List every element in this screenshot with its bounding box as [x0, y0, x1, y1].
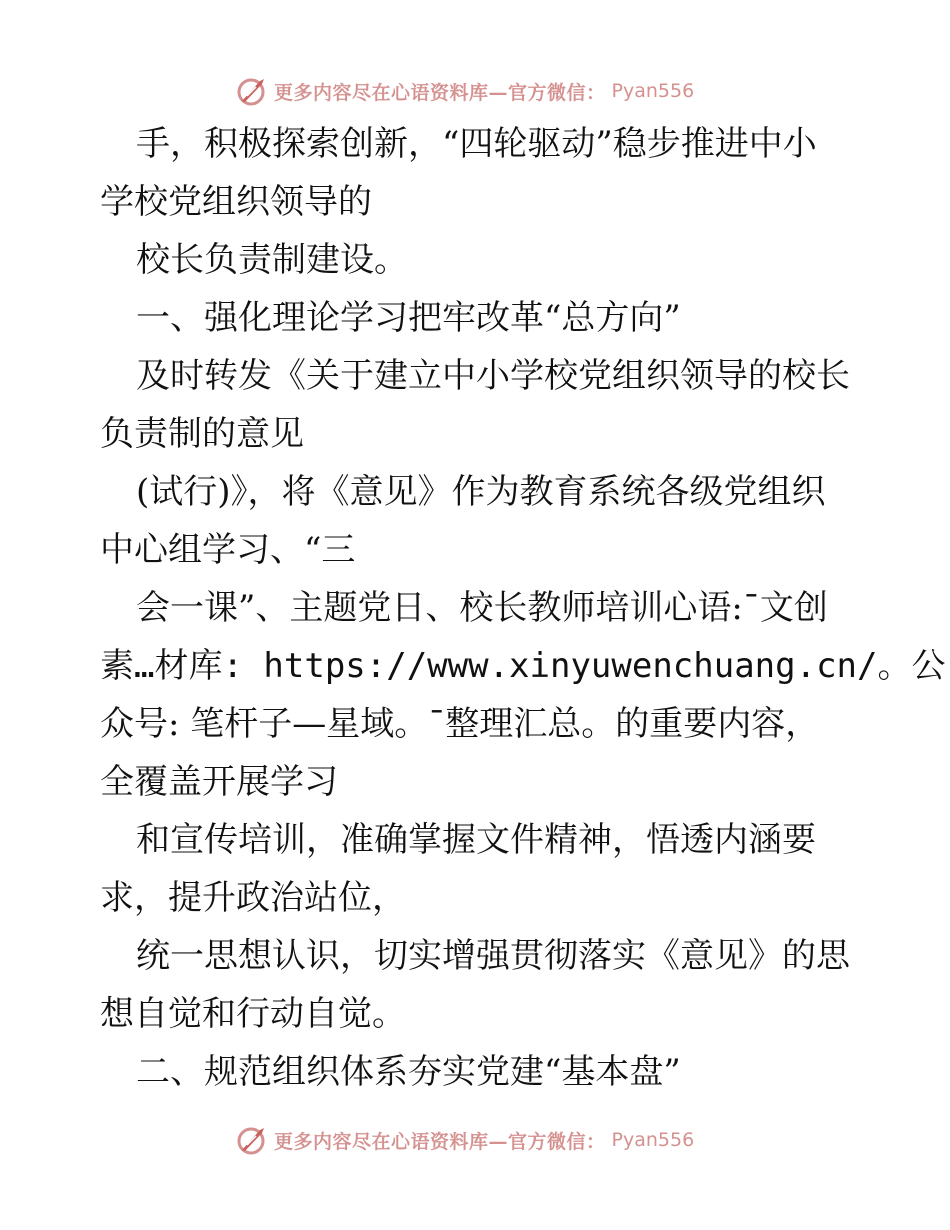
text-line: 负责制的意见	[100, 414, 304, 454]
text-line: 学校党组织领导的	[100, 182, 372, 222]
header-watermark	[236, 73, 694, 109]
watermark-text: 更多内容尽在心语资料库—官方微信：	[274, 81, 606, 104]
text-line-url: 素…材库: https://www.xinyuwenchuang.cn/。公	[100, 646, 946, 686]
section-heading: 一、强化理论学习把牢改革“总方向”	[136, 298, 681, 338]
text-line: 会一课”、主题党日、校长教师培训心语:¯文创	[136, 588, 828, 628]
footer-watermark	[236, 1122, 694, 1158]
text-line: 和宣传培训，准确掌握文件精神，悟透内涵要	[136, 820, 816, 860]
text-line: 中心组学习、“三	[100, 530, 356, 570]
quill-logo-icon	[236, 75, 268, 107]
text-line: 众号: 笔杆子—星域。¯整理汇总。的重要内容，	[100, 704, 820, 744]
section-heading: 二、规范组织体系夯实党建“基本盘”	[136, 1052, 681, 1092]
quill-logo-icon	[236, 1124, 268, 1156]
text-line: 想自觉和行动自觉。	[100, 994, 406, 1034]
watermark-account: Pyan556	[611, 80, 695, 102]
text-line: 及时转发《关于建立中小学校党组织领导的校长	[136, 356, 850, 396]
text-line: 手，积极探索创新，“四轮驱动”稳步推进中小	[136, 124, 817, 164]
text-line: 求，提升政治站位，	[100, 878, 406, 918]
watermark-text: 更多内容尽在心语资料库—官方微信：	[274, 1130, 606, 1153]
watermark-account: Pyan556	[611, 1129, 695, 1151]
text-line: 校长负责制建设。	[136, 240, 408, 280]
text-line: 统一思想认识，切实增强贯彻落实《意见》的思	[136, 936, 850, 976]
text-line: (试行)》，将《意见》作为教育系统各级党组织	[136, 472, 826, 512]
text-line: 全覆盖开展学习	[100, 762, 338, 802]
